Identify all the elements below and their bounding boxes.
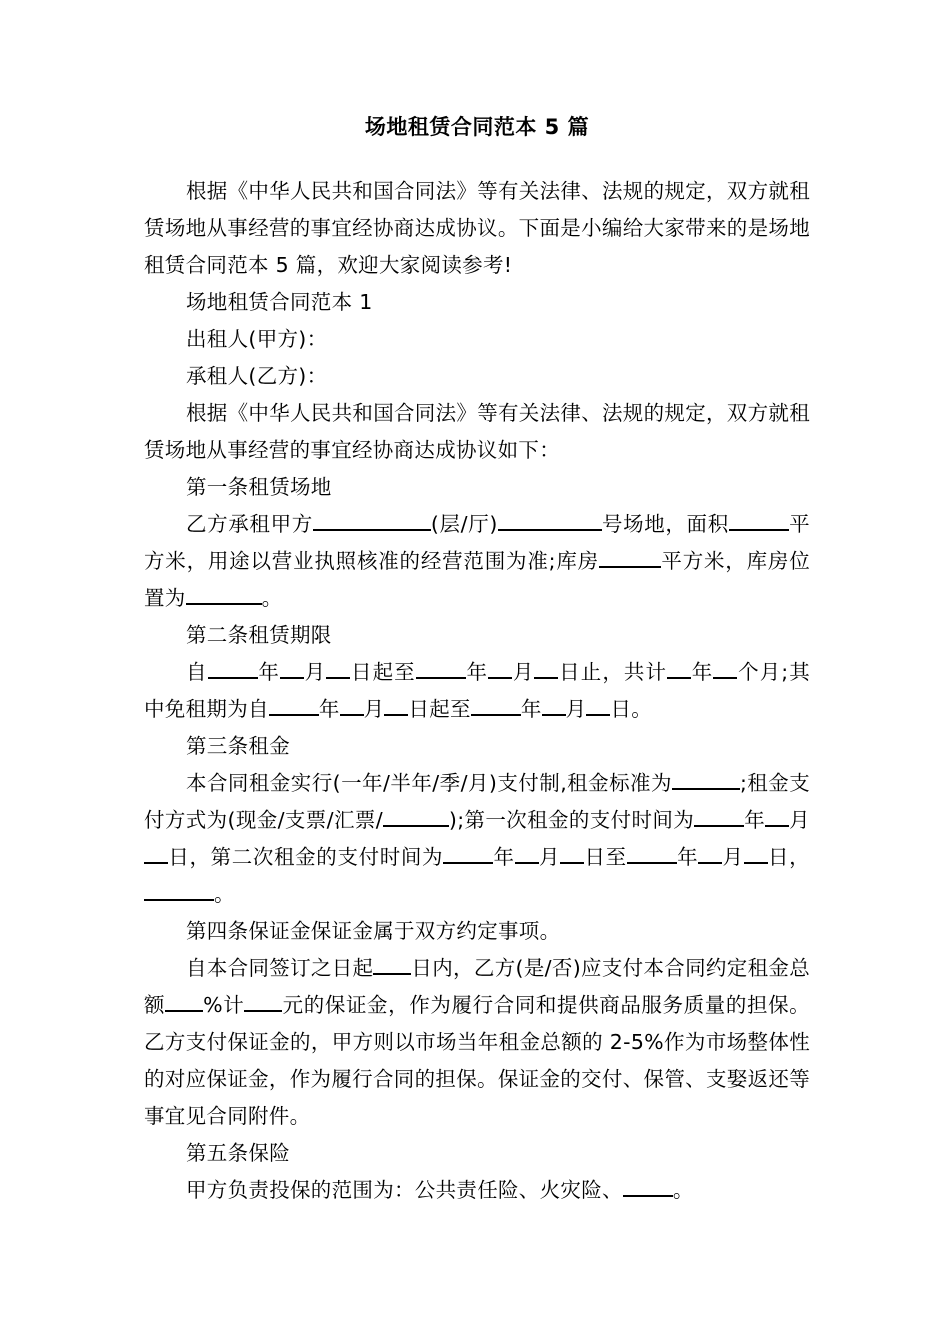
fill-blank-year xyxy=(471,695,521,716)
intro-paragraph: 根据《中华人民共和国合同法》等有关法律、法规的规定，双方就租赁场地从事经营的事宜经协商达成协议。下面是小编给大家带来的是场地租赁合同范本 5 篇，欢迎大家阅读参考! xyxy=(144,179,810,277)
text-run: 甲方负责投保的范围为：公共责任险、火灾险、 xyxy=(186,1178,623,1202)
article5-paragraph xyxy=(144,1172,810,1209)
fill-blank-month xyxy=(515,843,539,864)
fill-blank-year xyxy=(269,695,319,716)
article2-heading: 第二条租赁期限 xyxy=(186,623,332,647)
article4-heading: 第四条保证金保证金属于双方约定事项。 xyxy=(186,919,561,943)
fill-blank-month xyxy=(280,658,304,679)
text-run: 年 xyxy=(676,845,699,869)
text-run: 日起至 xyxy=(408,697,471,721)
text-run: 月 xyxy=(789,808,810,832)
document-title: 场地租赁合同范本 5 篇 xyxy=(364,115,590,139)
text-run: 平方米，用途以营业执照核准的经营范围为准;库房 xyxy=(144,512,810,573)
fill-blank-site-number xyxy=(498,510,602,531)
fill-blank-floor xyxy=(313,510,431,531)
text-run: 月 xyxy=(538,845,561,869)
fill-blank-years xyxy=(667,658,691,679)
text-run: 个月;其中免租期为自 xyxy=(144,660,811,721)
text-run: 日起至 xyxy=(350,660,416,684)
lessor-line: 出租人(甲方)： xyxy=(186,327,328,351)
text-run: 日至 xyxy=(584,845,627,869)
text-run: ;租金支付方式为(现金/支票/汇票/ xyxy=(144,771,810,832)
fill-blank-day xyxy=(326,658,350,679)
fill-blank-year xyxy=(443,843,493,864)
article2-paragraph xyxy=(144,654,810,728)
text-run: 年 xyxy=(493,845,515,869)
text-run: 自 xyxy=(186,660,208,684)
text-run: 号场地，面积 xyxy=(601,512,729,536)
fill-blank-day xyxy=(384,695,408,716)
document-page xyxy=(144,112,810,1209)
article1-heading: 第一条租赁场地 xyxy=(186,475,332,499)
text-run: 年 xyxy=(691,660,714,684)
fill-blank-year xyxy=(208,658,258,679)
fill-blank-area xyxy=(729,510,789,531)
text-run: 年 xyxy=(465,660,489,684)
text-run: 自本合同签订之日起 xyxy=(186,956,374,980)
fill-blank-payment-method xyxy=(383,806,449,827)
fill-blank-rent-standard xyxy=(672,769,740,790)
fill-blank-day xyxy=(744,843,768,864)
text-run: 乙方承租甲方 xyxy=(186,512,313,536)
fill-blank-amount xyxy=(244,991,282,1012)
text-run: 年 xyxy=(318,697,340,721)
text-run: %计 xyxy=(203,993,245,1017)
fill-blank-month xyxy=(340,695,364,716)
text-run: 年 xyxy=(257,660,280,684)
text-run: 日内，乙方(是/否)应支付本合同约定租金总额 xyxy=(144,956,811,1017)
fill-blank-day xyxy=(560,843,584,864)
text-run: 平方米，库房位置为 xyxy=(144,549,810,610)
fill-blank-year xyxy=(694,806,744,827)
fill-blank-day xyxy=(586,695,610,716)
text-run: (层/厅) xyxy=(430,512,498,536)
lessee-line: 承租人(乙方)： xyxy=(186,364,328,388)
fill-blank-year xyxy=(416,658,466,679)
article3-heading: 第三条租金 xyxy=(186,734,290,758)
text-run: 。 xyxy=(261,586,283,610)
fill-blank-day xyxy=(144,843,168,864)
fill-blank-month xyxy=(488,658,512,679)
text-run: 日止，共计 xyxy=(558,660,668,684)
article5-heading: 第五条保险 xyxy=(186,1141,290,1165)
fill-blank-month xyxy=(765,806,789,827)
text-run: 日。 xyxy=(610,697,653,721)
fill-blank-percent xyxy=(165,991,203,1012)
fill-blank-month xyxy=(542,695,566,716)
text-run: 月 xyxy=(722,845,744,869)
article1-paragraph xyxy=(144,506,810,617)
text-run: 元的保证金，作为履行合同和提供商品服务质量的担保。乙方支付保证金的，甲方则以市场当年租金总额的 2-5%作为市场整体性的对应保证金，作为履行合同的担保。保证金的交付、保管、支娶返还等事宜见合同附件。 xyxy=(144,993,810,1128)
fill-blank-year xyxy=(627,843,677,864)
article3-paragraph xyxy=(144,765,810,913)
text-run: 日，第二次租金的支付时间为 xyxy=(168,845,444,869)
fill-blank-other xyxy=(144,880,214,901)
article4-paragraph xyxy=(144,950,810,1135)
text-run: 月 xyxy=(363,697,385,721)
fill-blank-insurance xyxy=(623,1176,673,1197)
text-run: 年 xyxy=(744,808,766,832)
fill-blank-storage-location xyxy=(186,584,262,605)
fill-blank-month xyxy=(698,843,722,864)
text-run: 年 xyxy=(520,697,542,721)
fill-blank-day xyxy=(534,658,558,679)
text-run: );第一次租金的支付时间为 xyxy=(448,808,695,832)
section-heading: 场地租赁合同范本 1 xyxy=(186,290,373,314)
text-run: 本合同租金实行(一年/半年/季/月)支付制,租金标准为 xyxy=(186,771,672,795)
text-run: 。 xyxy=(214,882,235,906)
text-run: 月 xyxy=(512,660,535,684)
fill-blank-storage-area xyxy=(599,547,661,568)
fill-blank-days xyxy=(373,954,411,975)
fill-blank-months xyxy=(713,658,737,679)
text-run: 。 xyxy=(672,1178,694,1202)
text-run: 月 xyxy=(565,697,587,721)
basis-paragraph: 根据《中华人民共和国合同法》等有关法律、法规的规定，双方就租赁场地从事经营的事宜经协商达成协议如下： xyxy=(144,401,810,462)
text-run: 月 xyxy=(303,660,327,684)
text-run: 日， xyxy=(767,845,810,869)
